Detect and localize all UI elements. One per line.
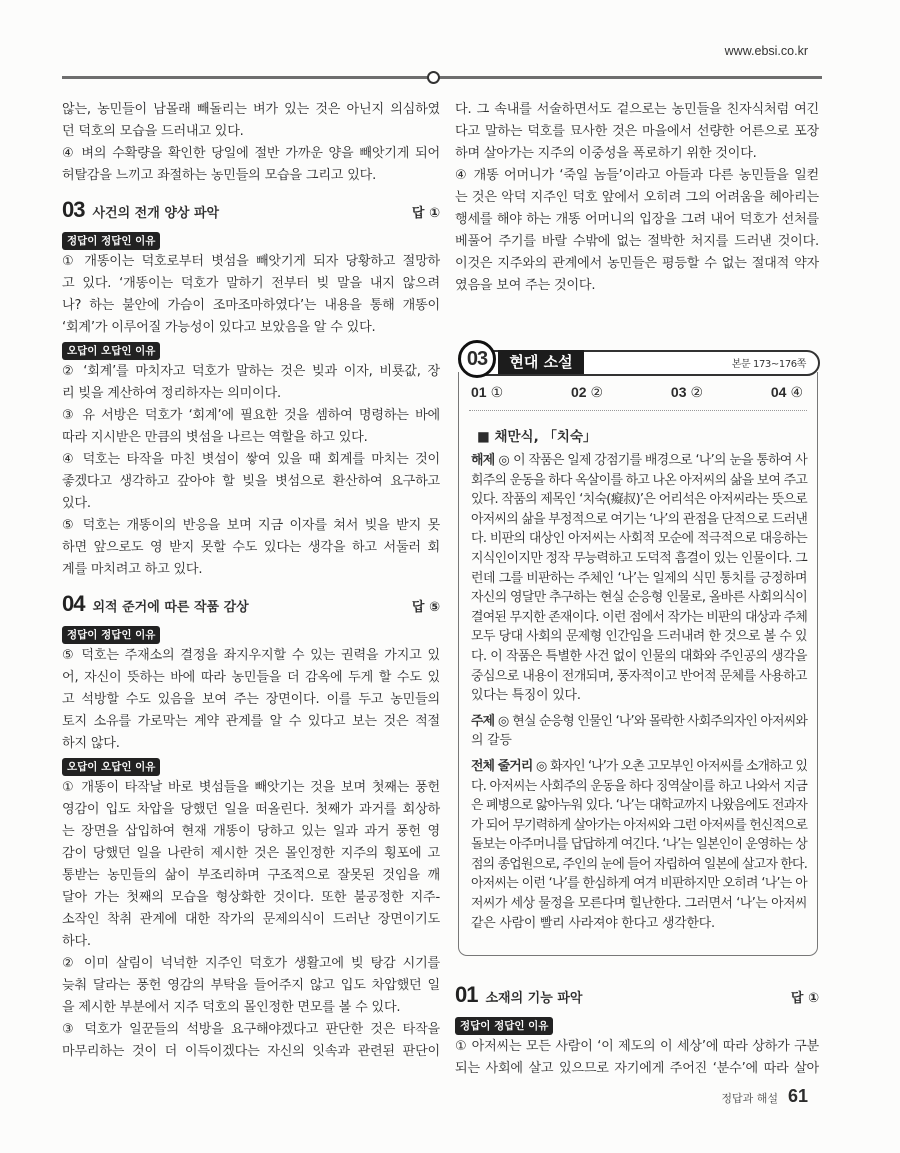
text-line: 있다.	[62, 496, 91, 511]
text-line: 자신의 영달만 추구하는 현실 순응형 인물로, 올바른 사회의식이	[471, 590, 808, 606]
text-line: ② ‘회계’를 마치자고 덕호가 말하는 것은 빚과 이자, 비룟값, 장	[62, 364, 440, 379]
right-column-bottom	[455, 972, 819, 1080]
text-line: 마무리하는 것이 더 이득이겠다는 자신의 잇속과 관련된 판단이	[62, 1044, 440, 1059]
text-line	[471, 757, 807, 777]
badge-row	[62, 339, 440, 361]
text-line: 따라 지시받은 만큼의 볏섬을 나르는 역할을 하고 있다.	[62, 430, 368, 445]
question-number: 03	[62, 197, 85, 222]
text-line: ④ 벼의 수확량을 확인한 당일에 절반 가까운 양을 빼앗기게 되어	[62, 146, 440, 161]
section-pages: 본문 173~176쪽	[731, 359, 806, 370]
paragraph	[62, 251, 440, 339]
text-line: 통받는 농민들의 삶이 부조리하며 구조적으로 잘못된 것임을 깨	[62, 868, 440, 883]
text-line: 허탈감을 느끼고 좌절하는 농민들의 모습을 그리고 있다.	[62, 168, 377, 183]
text-line: 중심으로 내용이 전개되며, 풍자적이고 반어적 문체를 사용하고	[471, 668, 807, 684]
text-line: 다고 말하는 덕호를 묘사한 것은 마을에서 선량한 어른으로 포장	[455, 124, 819, 139]
badge-row	[455, 1014, 819, 1036]
paragraph	[62, 99, 440, 143]
text-line: 의 갈등	[471, 733, 512, 749]
text-line: 던 덕호의 모습을 드러내고 있다.	[62, 124, 244, 139]
text-line: 였음을 보여 주는 것이다.	[455, 278, 596, 293]
answer-choice: ②	[590, 385, 604, 401]
text-line: 지식인이지만 정작 무능력하고 도덕적 흠결이 있는 인물이다. 그	[471, 550, 808, 566]
text-line: 저씨가 세상 물정을 모른다며 힐난한다. 그러면서 ‘나’는 아저씨	[471, 896, 807, 912]
paragraph	[62, 953, 440, 1019]
paragraph	[62, 405, 440, 449]
text-line: 아저씨의 삶을 부정적으로 여기는 ‘나’의 관점을 단적으로 드러낸	[471, 511, 808, 527]
question-answer: 답 ①	[411, 206, 440, 221]
text-line: ① 개똥이 타작날 바로 볏섬들을 빼앗기는 것을 보며 첫째는 풍헌	[62, 780, 440, 795]
paragraph	[62, 1019, 440, 1063]
text-line: 않는, 농민들이 남몰래 빼돌리는 벼가 있는 것은 아닌지 의심하였	[62, 102, 440, 117]
text-line: 다. 아저씨는 사회주의 운동을 하다 징역살이를 하고 나와서 지금	[471, 778, 808, 794]
text-line: ⑤ 덕호는 개똥이의 반응을 보며 지금 이자를 쳐서 빚을 받지 못	[62, 518, 440, 533]
answer-question: 01	[471, 384, 487, 400]
answer-item	[471, 384, 503, 408]
text-line: 다. 그 속내를 서술하면서도 겉으로는 농민들을 친자식처럼 여긴	[455, 102, 819, 117]
answer-summary	[459, 372, 817, 408]
text-line: 점의 종업원으로, 주인의 눈에 들어 자립하여 일본에 살고자 한다.	[471, 856, 807, 872]
answer-question: 04	[770, 384, 787, 400]
paragraph	[62, 515, 440, 581]
question-title: 외적 준거에 따른 작품 감상	[92, 600, 249, 615]
text-line: 회주의 운동을 하다 옥살이를 하고 나온 아저씨의 삶을 보여 주고	[471, 472, 808, 488]
text-line: 계를 마치려고 하고 있다.	[62, 562, 203, 577]
right-column-top	[455, 99, 819, 297]
text-line	[471, 712, 807, 732]
text-line: 는 장면을 삽입하여 현재 개똥이 당하고 있는 일과 과거 풍헌 영	[62, 824, 440, 839]
reason-badge: 오답이 오답인 이유	[62, 758, 160, 776]
left-column	[62, 99, 440, 1063]
text-line: ① 아저씨는 모든 사람이 ‘이 제도의 이 세상’에 따라 상하가 구분	[455, 1039, 819, 1054]
work-title: ■ 채만식, 「치숙」	[477, 429, 597, 445]
text-line: 은 폐병으로 앓아누워 있다. ‘나’는 대학교까지 나왔음에도 전과자	[471, 798, 807, 814]
question-title: 소재의 기능 파악	[485, 991, 583, 1006]
answer-item	[771, 384, 803, 408]
text-span: 이 작품은 일제 강점기를 배경으로 ‘나’의 눈을 통하여 사	[513, 453, 807, 468]
footer	[721, 1086, 808, 1107]
text-line: 다. 비판의 대상인 아저씨는 사회적 모순에 적극적으로 대응하는	[471, 531, 808, 547]
text-line: 을 제시한 부분에서 지주 덕호의 몰인정한 면모를 볼 수 있다.	[62, 1000, 401, 1015]
text-line: ⑤ 덕호는 주재소의 결정을 좌지우지할 수 있는 권력을 가지고 있	[62, 648, 440, 663]
reason-badge: 정답이 정답인 이유	[62, 626, 160, 644]
text-line: 하며 살아가는 지주의 이중성을 폭로하기 위한 것이다.	[455, 146, 757, 161]
paragraph	[455, 99, 819, 165]
section-header	[458, 340, 820, 376]
answer-item	[571, 384, 603, 408]
text-line: 토지 소유를 가로막는 계약 관계를 알 수 있다고 보는 것은 적절	[62, 714, 440, 729]
commentary	[459, 451, 817, 933]
text-line	[471, 451, 807, 471]
text-line: 이것은 지주와의 관계에서 농민들은 평등할 수 없는 절대적 약자	[455, 256, 819, 271]
text-line: 하면 앞으로도 영 받지 못할 수도 있다는 생각을 하고 서둘러 회	[62, 540, 440, 555]
text-line: 는 것은 악덕 지주인 덕호 앞에서 오히려 그의 어려움을 헤아리는	[455, 190, 819, 205]
answer-box	[458, 372, 818, 956]
text-span: 현실 순응형 인물인 ‘나’와 몰락한 사회주의자인 아저씨와	[512, 713, 807, 729]
text-line: 리 빚을 계산하여 정리하자는 의미이다.	[62, 386, 281, 401]
question-number: 04	[62, 591, 85, 616]
paragraph-label: 해제 ◎	[471, 453, 514, 468]
paragraph-label: 전체 줄거리 ◎	[471, 758, 551, 774]
text-line: 좋겠다고 생각하고 갚아야 할 빚을 볏섬으로 환산하여 요구하고	[62, 474, 440, 489]
answer-question: 03	[670, 384, 687, 400]
text-line: 베풀어 주기를 바랄 수밖에 없는 절박한 처지를 드러낸 것이다.	[455, 234, 819, 249]
text-line: 고 있다. ‘개똥이는 덕호가 말하기 전부터 빚 말을 내지 않으려	[62, 276, 440, 291]
text-line: 하지 않다.	[62, 736, 120, 751]
commentary-paragraph	[471, 712, 807, 751]
text-line: 영감이 입도 차압을 당했던 일을 떠올린다. 첫째가 과거를 회상하	[62, 802, 440, 817]
text-span: 화자인 ‘나’가 오촌 고모부인 아저씨를 소개하고 있	[550, 758, 807, 774]
answer-item	[671, 384, 703, 408]
paragraph	[62, 143, 440, 187]
text-line: 되는 사회에 살고 있으므로 자기에게 주어진 ‘분수’에 따라 살아	[455, 1061, 819, 1076]
text-line: 다. 이 작품은 특별한 사건 없이 인물의 대화와 주인공의 생각을	[471, 648, 807, 664]
text-line: 런데 그를 비판하는 주체인 ‘나’는 일제의 식민 통치를 긍정하며	[471, 570, 807, 586]
text-line: 고 석방할 수도 있음을 보여 주는 장면이다. 이를 두고 농민들의	[62, 692, 440, 707]
text-line: ③ 유 서방은 덕호가 ‘회계’에 필요한 것을 셈하여 명령하는 바에	[62, 408, 440, 423]
section-number: 03	[458, 340, 496, 378]
dotted-divider	[469, 410, 807, 411]
question-title: 사건의 전개 양상 파악	[92, 206, 220, 221]
text-line: 행세를 해야 하는 개똥 어머니의 입장을 그려 내어 덕호가 선처를	[455, 212, 819, 227]
text-line: 나? 하는 불안에 가슴이 조마조마하였다’는 내용을 통해 개똥이	[62, 298, 440, 313]
paragraph	[62, 361, 440, 405]
paragraph	[455, 165, 819, 297]
text-line: 달아 가는 첫째의 모습을 형상화한 것이다. 또한 불공정한 지주-	[62, 890, 440, 905]
text-line: 늦춰 달라는 풍헌 영감의 부탁을 들어주지 않고 입도 차압했던 일	[62, 978, 440, 993]
text-line: 하다.	[62, 934, 91, 949]
header-rule	[62, 76, 822, 79]
paragraph	[62, 645, 440, 755]
question-heading	[62, 591, 440, 621]
answer-choice: ①	[490, 385, 504, 401]
paragraph-label: 주제 ◎	[471, 713, 513, 729]
text-line: ③ 덕호가 일꾼들의 석방을 요구해야겠다고 판단한 것은 타작을	[62, 1022, 440, 1037]
section-title: 현대 소설	[498, 350, 584, 374]
site-url: www.ebsi.co.kr	[724, 44, 808, 58]
badge-row	[62, 623, 440, 645]
text-line: 결여된 무지한 존재이다. 이런 점에서 작가는 비판의 대상과 주체	[471, 609, 808, 625]
text-line: 어, 자신이 뜻하는 바에 따라 농민들을 더 감옥에 두게 할 수도 있	[62, 670, 440, 685]
text-line: 아저씨는 이런 ‘나’를 한심하게 여겨 비판하지만 오히려 ‘나’는 아	[471, 876, 807, 892]
text-line: 같은 사람이 빨리 사라져야 한다고 생각한다.	[471, 915, 715, 931]
question-answer: 답 ①	[790, 991, 819, 1006]
text-line: ② 이미 살림이 넉넉한 지주인 덕호가 생활고에 빚 탕감 시기를	[62, 956, 440, 971]
answer-choice: ②	[690, 385, 704, 401]
badge-row	[62, 229, 440, 251]
reason-badge: 오답이 오답인 이유	[62, 342, 160, 360]
paragraph	[62, 449, 440, 515]
page-number: 61	[787, 1086, 808, 1106]
answer-choice: ④	[790, 385, 803, 401]
text-line: 돌보는 아주머니를 답답하게 여긴다. ‘나’는 일본인이 운영하는 상	[471, 837, 807, 853]
badge-row	[62, 755, 440, 777]
text-line: 소작인 착취 관계에 대한 작가의 문제의식이 드러난 장면이기도	[62, 912, 440, 927]
text-line: 모두 당대 사회의 문제형 인간임을 드러내려 한 것으로 볼 수 있	[471, 629, 807, 645]
text-line: 감이 당했던 일을 나란히 제시한 것은 몰인정한 지주의 횡포에 고	[62, 846, 440, 861]
text-line: ④ 덕호는 타작을 마친 볏섬이 쌓여 있을 때 회계를 마치는 것이	[62, 452, 440, 467]
paragraph	[62, 777, 440, 953]
question-number: 01	[455, 982, 478, 1007]
reason-badge: 정답이 정답인 이유	[62, 232, 160, 250]
text-line: ④ 개똥 어머니가 ‘죽일 놈들’이라고 아들과 다른 농민들을 일컫	[455, 168, 819, 183]
answer-question: 02	[570, 384, 587, 400]
question-answer: 답 ⑤	[411, 600, 440, 615]
paragraph	[455, 1036, 819, 1080]
text-line: ① 개똥이는 덕호로부터 볏섬을 빼앗기게 되자 당황하고 절망하	[62, 254, 440, 269]
text-line: 가 되어 무기력하게 살아가는 아저씨와 그런 아저씨를 헌신적으로	[471, 817, 807, 833]
question-heading	[62, 197, 440, 227]
reason-badge: 정답이 정답인 이유	[455, 1017, 553, 1035]
footer-label: 정답과 해설	[721, 1092, 778, 1105]
commentary-paragraph	[471, 451, 807, 706]
text-line: ‘회계’가 이루어질 가능성이 있다고 보았음을 알 수 있다.	[62, 320, 376, 335]
text-line: 있다. 작품의 제목인 ‘치숙(癡叔)’은 어리석은 아저씨라는 뜻으로	[471, 492, 807, 508]
text-line: 있다는 특징이 있다.	[471, 688, 581, 704]
header-rule-dot	[427, 71, 440, 84]
commentary-paragraph	[471, 757, 807, 933]
question-heading	[455, 982, 819, 1012]
